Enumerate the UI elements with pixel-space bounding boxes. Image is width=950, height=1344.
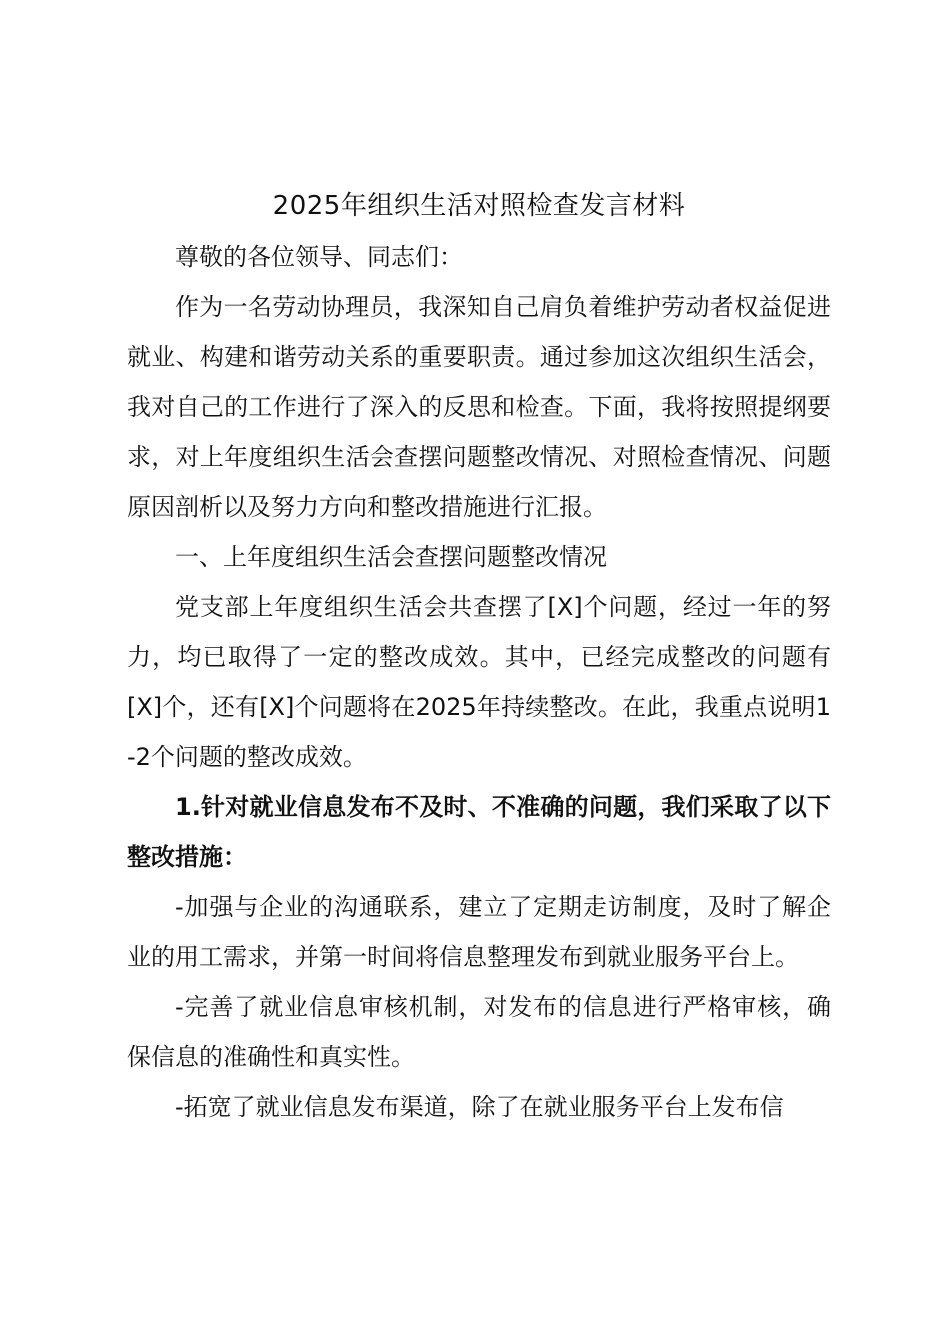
paragraph-summary: 党支部上年度组织生活会共查摆了[X]个问题，经过一年的努力，均已取得了一定的整改成效。其中，已经完成整改的问题有[X]个，还有[X]个问题将在2025年持续整改。在此，我重点说明1-2个问题的整改成效。 <box>127 593 831 771</box>
paragraph-intro: 作为一名劳动协理员，我深知自己肩负着维护劳动者权益促进就业、构建和谐劳动关系的重要职责。通过参加这次组织生活会，我对自己的工作进行了深入的反思和检查。下面，我将按照提纲要求，对上年度组织生活会查摆问题整改情况、对照检查情况、问题原因剖析以及努力方向和整改措施进行汇报。 <box>127 293 831 521</box>
document-page <box>127 180 831 1132</box>
measure-item-1: -加强与企业的沟通联系，建立了定期走访制度，及时了解企业的用工需求，并第一时间将信息整理发布到就业服务平台上。 <box>127 893 831 971</box>
measure-item-3: -拓宽了就业信息发布渠道，除了在就业服务平台上发布信 <box>175 1093 784 1121</box>
subheading-1: 1.针对就业信息发布不及时、不准确的问题，我们采取了以下整改措施： <box>127 793 831 871</box>
section-heading-1: 一、上年度组织生活会查摆问题整改情况 <box>175 543 607 571</box>
paragraph-greeting: 尊敬的各位领导、同志们： <box>175 243 463 271</box>
document-title: 2025年组织生活对照检查发言材料 <box>272 191 686 221</box>
measure-item-2: -完善了就业信息审核机制，对发布的信息进行严格审核，确保信息的准确性和真实性。 <box>127 993 831 1071</box>
